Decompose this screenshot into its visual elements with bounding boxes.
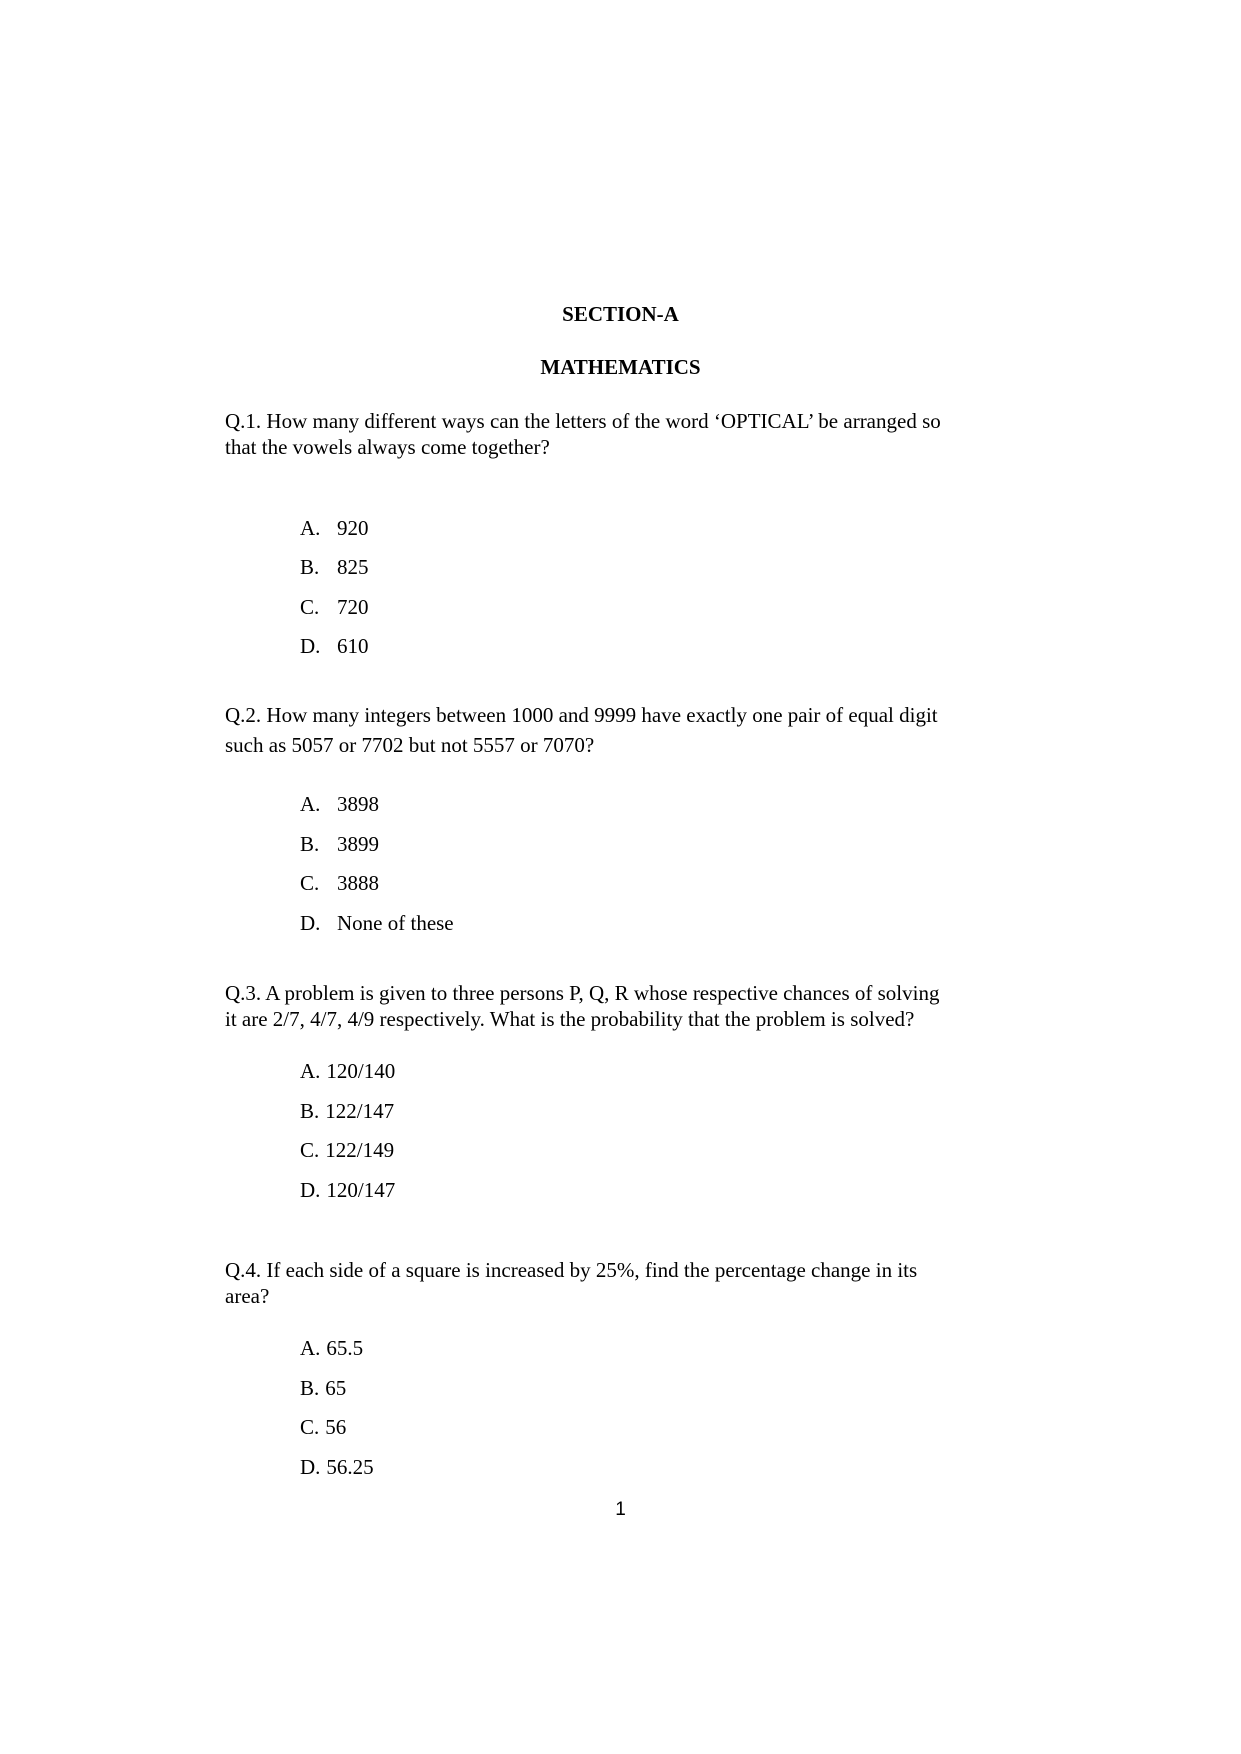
option-letter: C. <box>300 595 320 619</box>
option-a <box>300 1058 395 1084</box>
option-c <box>300 594 369 620</box>
option-letter: B. <box>300 1376 320 1400</box>
question-number: Q.1. <box>225 409 262 433</box>
option-letter: A. <box>300 792 321 816</box>
question-2 <box>225 702 1025 758</box>
option-text: 65 <box>325 1376 347 1400</box>
option-letter: C. <box>300 871 320 895</box>
question-line <box>225 702 1025 728</box>
question-text: How many different ways can the letters of the word ‘OPTICAL’ be arranged so <box>266 409 941 433</box>
question-text: that the vowels always come together? <box>225 435 550 459</box>
question-line <box>225 408 1025 434</box>
option-text: 920 <box>337 516 369 540</box>
option-text: 122/147 <box>325 1099 395 1123</box>
question-text: How many integers between 1000 and 9999 have exactly one pair of equal digit <box>266 703 938 727</box>
option-d <box>300 910 454 936</box>
question-text: area? <box>225 1284 270 1308</box>
option-d <box>300 633 369 659</box>
option-letter: B. <box>300 555 320 579</box>
option-letter: B. <box>300 832 320 856</box>
question-line <box>225 1257 1025 1283</box>
page-number: 1 <box>615 1499 626 1520</box>
option-b <box>300 831 379 857</box>
option-text: 120/140 <box>326 1059 396 1083</box>
question-text: If each side of a square is increased by 25%, find the percentage change in its <box>266 1258 918 1282</box>
question-number: Q.2. <box>225 703 262 727</box>
option-text: 56 <box>325 1415 347 1439</box>
option-text: 3888 <box>337 871 379 895</box>
option-text: 56.25 <box>326 1455 374 1479</box>
section-title: SECTION-A <box>562 302 679 326</box>
option-text: 3898 <box>337 792 379 816</box>
question-4 <box>225 1257 1025 1309</box>
option-letter: B. <box>300 1099 320 1123</box>
question-number: Q.3. <box>225 981 262 1005</box>
question-number: Q.4. <box>225 1258 262 1282</box>
option-letter: D. <box>300 1178 321 1202</box>
option-d <box>300 1454 374 1480</box>
option-letter: D. <box>300 911 321 935</box>
option-c <box>300 1137 394 1163</box>
option-letter: D. <box>300 1455 321 1479</box>
option-b <box>300 554 369 580</box>
option-letter: C. <box>300 1415 320 1439</box>
option-c <box>300 870 379 896</box>
option-text: 720 <box>337 595 369 619</box>
question-3 <box>225 980 1025 1032</box>
option-b <box>300 1375 346 1401</box>
question-text: it are 2/7, 4/7, 4/9 respectively. What is the probability that the problem is solved? <box>225 1007 915 1031</box>
option-a <box>300 791 379 817</box>
option-text: 120/147 <box>326 1178 396 1202</box>
option-b <box>300 1098 394 1124</box>
question-line <box>225 980 1025 1006</box>
option-letter: A. <box>300 516 321 540</box>
option-text: 65.5 <box>326 1336 364 1360</box>
option-text: 825 <box>337 555 369 579</box>
option-d <box>300 1177 395 1203</box>
option-letter: A. <box>300 1336 321 1360</box>
option-letter: C. <box>300 1138 320 1162</box>
question-text: such as 5057 or 7702 but not 5557 or 7070? <box>225 733 595 757</box>
question-text: A problem is given to three persons P, Q, R whose respective chances of solving <box>265 981 940 1005</box>
option-a <box>300 1335 363 1361</box>
subject-title: MATHEMATICS <box>540 355 701 379</box>
option-text: None of these <box>337 911 454 935</box>
option-letter: A. <box>300 1059 321 1083</box>
option-letter: D. <box>300 634 321 658</box>
option-text: 3899 <box>337 832 379 856</box>
option-text: 122/149 <box>325 1138 395 1162</box>
option-text: 610 <box>337 634 369 658</box>
option-a <box>300 515 369 541</box>
question-1 <box>225 408 1025 460</box>
option-c <box>300 1414 346 1440</box>
